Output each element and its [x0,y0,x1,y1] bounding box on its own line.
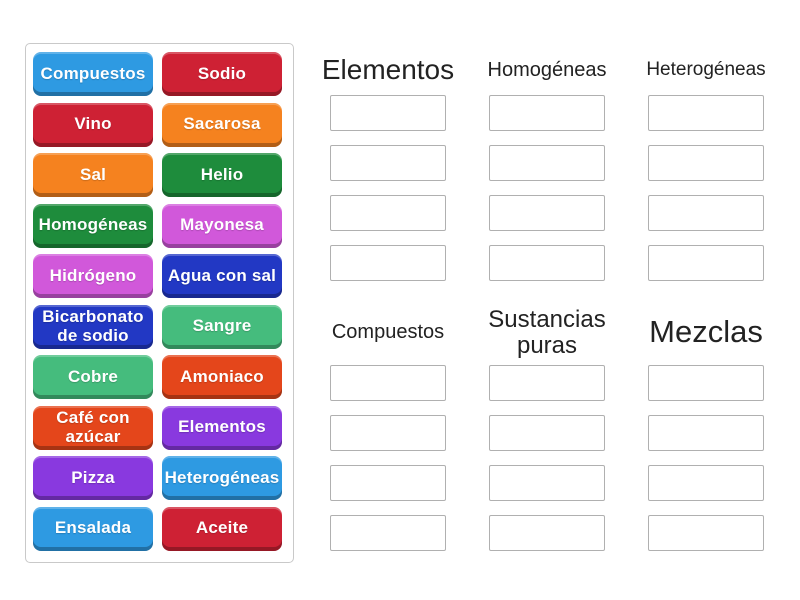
group-header-homogeneas: Homogéneas [487,58,607,81]
drop-slot-heterogeneas-3[interactable] [648,195,764,231]
word-tile-sal[interactable]: Sal [33,153,153,197]
group-homogeneas [489,45,605,281]
word-bank-grid [33,52,286,551]
word-tile-ensalada[interactable]: Ensalada [33,507,153,551]
word-tile-agua-con-sal[interactable]: Agua con sal [162,254,282,298]
group-header-elementos: Elementos [321,54,455,86]
group-header-heterogeneas: Heterogéneas [646,59,766,81]
word-tile-cafe-con-azucar[interactable]: Café con azúcar [33,406,153,450]
group-header-mezclas: Mezclas [649,314,763,350]
drop-slot-elementos-4[interactable] [330,245,446,281]
groups-area [321,45,766,551]
group-compuestos [330,300,446,551]
drop-slot-mezclas-4[interactable] [648,515,764,551]
group-heterogeneas [648,45,764,281]
word-tile-cobre[interactable]: Cobre [33,355,153,399]
word-tile-sangre[interactable]: Sangre [162,305,282,349]
drop-slot-elementos-3[interactable] [330,195,446,231]
word-tile-elementos[interactable]: Elementos [162,406,282,450]
word-tile-sacarosa[interactable]: Sacarosa [162,103,282,147]
drop-slot-mezclas-2[interactable] [648,415,764,451]
drop-slot-sustancias-puras-4[interactable] [489,515,605,551]
word-tile-bicarbonato-de-sodio[interactable]: Bicarbonato de sodio [33,305,153,349]
drop-slot-homogeneas-3[interactable] [489,195,605,231]
drop-slot-homogeneas-4[interactable] [489,245,605,281]
word-tile-amoniaco[interactable]: Amoniaco [162,355,282,399]
word-tile-pizza[interactable]: Pizza [33,456,153,500]
word-tile-mayonesa[interactable]: Mayonesa [162,204,282,248]
group-header-compuestos: Compuestos [331,321,445,343]
word-tile-hidrogeno[interactable]: Hidrógeno [33,254,153,298]
drop-slot-sustancias-puras-1[interactable] [489,365,605,401]
drop-slot-heterogeneas-2[interactable] [648,145,764,181]
word-tile-homogeneas[interactable]: Homogéneas [33,204,153,248]
drop-slot-compuestos-2[interactable] [330,415,446,451]
word-tile-compuestos[interactable]: Compuestos [33,52,153,96]
drop-slot-heterogeneas-4[interactable] [648,245,764,281]
drop-slot-elementos-2[interactable] [330,145,446,181]
drop-slot-heterogeneas-1[interactable] [648,95,764,131]
drop-slot-homogeneas-2[interactable] [489,145,605,181]
group-header-sustancias-puras: Sustancias puras [488,306,606,359]
drop-slot-mezclas-1[interactable] [648,365,764,401]
group-elementos [321,45,455,281]
drop-slot-compuestos-3[interactable] [330,465,446,501]
group-mezclas [648,300,764,551]
drop-slot-homogeneas-1[interactable] [489,95,605,131]
drop-slot-elementos-1[interactable] [330,95,446,131]
drop-slot-compuestos-1[interactable] [330,365,446,401]
drop-slot-sustancias-puras-2[interactable] [489,415,605,451]
word-tile-vino[interactable]: Vino [33,103,153,147]
word-bank-panel [25,43,294,563]
word-tile-heterogeneas[interactable]: Heterogéneas [162,456,282,500]
word-tile-helio[interactable]: Helio [162,153,282,197]
group-sustancias-puras [489,300,605,551]
drop-slot-compuestos-4[interactable] [330,515,446,551]
drop-slot-mezclas-3[interactable] [648,465,764,501]
word-tile-sodio[interactable]: Sodio [162,52,282,96]
word-tile-aceite[interactable]: Aceite [162,507,282,551]
drop-slot-sustancias-puras-3[interactable] [489,465,605,501]
